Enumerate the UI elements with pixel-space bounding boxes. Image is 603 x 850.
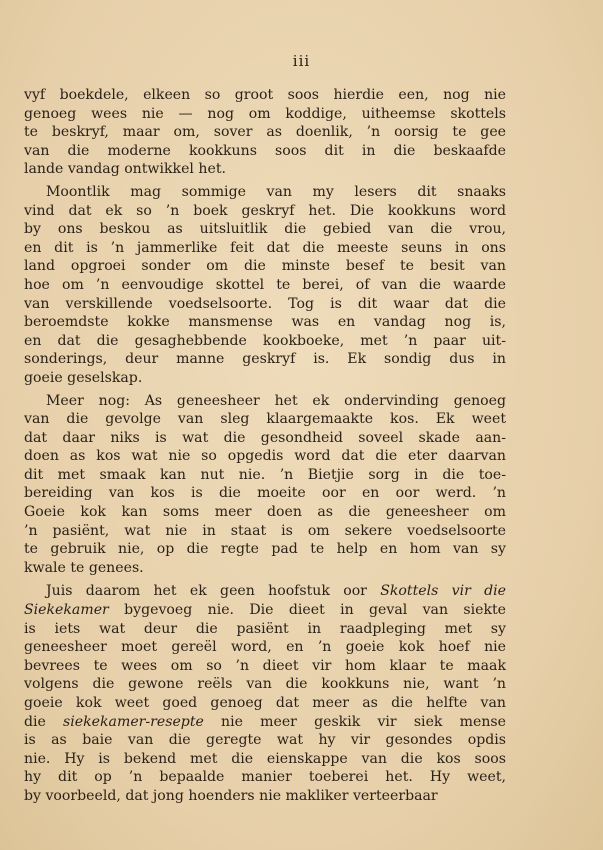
text-line xyxy=(24,220,506,239)
paragraph xyxy=(24,392,506,578)
text-segment: doen as kos wat nie so opgedis word dat die eter daarvan xyxy=(24,448,506,465)
text-segment: by ons beskou as uitsluitlik die gebied van die vrou, xyxy=(24,221,506,238)
text-segment: geneesheer moet gereël word, en ’n goeie kok hoef nie xyxy=(24,639,506,656)
paragraph xyxy=(24,582,506,805)
text-segment: en dit is ’n jammerlike feit dat die meeste seuns in ons xyxy=(24,239,506,256)
text-line xyxy=(24,313,506,332)
text-line xyxy=(24,183,506,202)
text-line xyxy=(24,638,506,657)
text-line xyxy=(24,105,506,124)
text-segment: die xyxy=(24,713,64,730)
text-segment: volgens die gewone reëls van die kookkuns nie, want ’n xyxy=(24,676,506,693)
text-segment: bereiding van kos is die moeite oor en oor werd. ’n xyxy=(24,485,506,502)
text-segment: sonderings, deur manne geskryf is. Ek sondig dus in xyxy=(24,351,506,368)
page-number: iii xyxy=(292,52,311,70)
text-line xyxy=(24,694,506,713)
text-line xyxy=(24,295,506,314)
text-segment: nie meer geskik vir siek mense xyxy=(203,713,506,730)
text-line xyxy=(24,392,506,411)
text-segment: is as baie van die geregte wat hy vir gesondes opdis xyxy=(24,732,506,749)
text-line xyxy=(24,540,506,559)
text-segment: genoeg wees nie — nog om koddige, uitheemse skottels xyxy=(24,105,506,122)
text-line xyxy=(24,675,506,694)
text-line xyxy=(24,429,506,448)
text-segment: hoe om ’n eenvoudige skottel te berei, of van die waarde xyxy=(24,276,506,293)
text-segment: hy dit op ’n bepaalde manier toeberei het. Hy weet, xyxy=(24,769,506,786)
text-segment: is iets wat deur die pasiënt in raadpleging met sy xyxy=(24,620,506,637)
text-segment: bevrees te wees om so ’n dieet vir hom klaar te maak xyxy=(24,657,506,674)
text-line xyxy=(24,559,506,578)
text-segment: van verskillende voedselsoorte. Tog is dit waar dat die xyxy=(24,295,506,312)
text-segment: Moontlik mag sommige van my lesers dit snaaks xyxy=(46,183,506,200)
paragraph xyxy=(24,183,506,388)
text-line xyxy=(24,787,506,806)
text-segment: dit met smaak kan nut nie. ’n Bietjie sorg in die toe- xyxy=(24,466,506,483)
text-line xyxy=(24,750,506,769)
text-line xyxy=(24,202,506,221)
text-segment: beroemdste kokke mansmense was en vandag nog is, xyxy=(24,314,506,331)
text-line xyxy=(24,657,506,676)
text-segment: by voorbeeld, dat jong hoenders nie makliker verteerbaar xyxy=(24,787,438,804)
text-line xyxy=(24,257,506,276)
text-line xyxy=(24,276,506,295)
text-line xyxy=(24,86,506,105)
text-segment: Goeie kok kan soms meer doen as die geneesheer om xyxy=(24,504,506,521)
text-line xyxy=(24,466,506,485)
text-line xyxy=(24,713,506,732)
text-segment: te gebruik nie, op die regte pad te help en hom van sy xyxy=(24,541,506,558)
text-line xyxy=(24,522,506,541)
text-line xyxy=(24,369,506,388)
paragraph xyxy=(24,86,506,179)
text-segment: nie. Hy is bekend met die eienskappe van die kos soos xyxy=(24,750,506,767)
text-segment: en dat die gesaghebbende kookboeke, met ’n paar uit- xyxy=(24,332,506,349)
text-segment: Meer nog: As geneesheer het ek ondervinding genoeg xyxy=(46,392,506,409)
text-segment: lande vandag ontwikkel het. xyxy=(24,161,226,178)
italic-text: Siekekamer xyxy=(24,602,109,619)
text-line xyxy=(24,350,506,369)
text-segment: dat daar niks is wat die gesondheid soveel skade aan- xyxy=(24,429,506,446)
text-line xyxy=(24,332,506,351)
text-line xyxy=(24,503,506,522)
text-segment: goeie geselskap. xyxy=(24,369,143,386)
italic-text: Skottels vir die xyxy=(380,583,506,600)
text-segment: Juis daarom het ek geen hoofstuk oor xyxy=(46,583,381,600)
text-segment: ’n pasiënt, wat nie in staat is om sekere voedselsoorte xyxy=(24,522,506,539)
text-line xyxy=(24,123,506,142)
text-line xyxy=(24,160,506,179)
text-line xyxy=(24,447,506,466)
body-text xyxy=(24,86,506,810)
text-line xyxy=(24,582,506,601)
text-line xyxy=(24,239,506,258)
text-segment: bygevoeg nie. Die dieet in geval van siekte xyxy=(108,602,506,619)
text-line xyxy=(24,601,506,620)
text-line xyxy=(24,768,506,787)
text-line xyxy=(24,731,506,750)
text-line xyxy=(24,620,506,639)
text-segment: vind dat ek so ’n boek geskryf het. Die kookkuns word xyxy=(24,202,506,219)
text-segment: van die moderne kookkuns soos dit in die beskaafde xyxy=(24,142,506,159)
text-segment: te beskryf, maar om, sover as doenlik, ’n oorsig te gee xyxy=(24,124,506,141)
text-segment: vyf boekdele, elkeen so groot soos hierdie een, nog nie xyxy=(24,87,506,103)
text-segment: land opgroei sonder om die minste besef te besit van xyxy=(24,258,506,275)
text-line xyxy=(24,142,506,161)
text-segment: goeie kok weet goed genoeg dat meer as die helfte van xyxy=(24,695,506,711)
text-line xyxy=(24,484,506,503)
text-segment: van die gevolge van sleg klaargemaakte kos. Ek weet xyxy=(24,411,506,428)
text-line xyxy=(24,410,506,429)
italic-text: siekekamer-resepte xyxy=(63,713,204,730)
text-segment: kwale te genees. xyxy=(24,559,144,576)
